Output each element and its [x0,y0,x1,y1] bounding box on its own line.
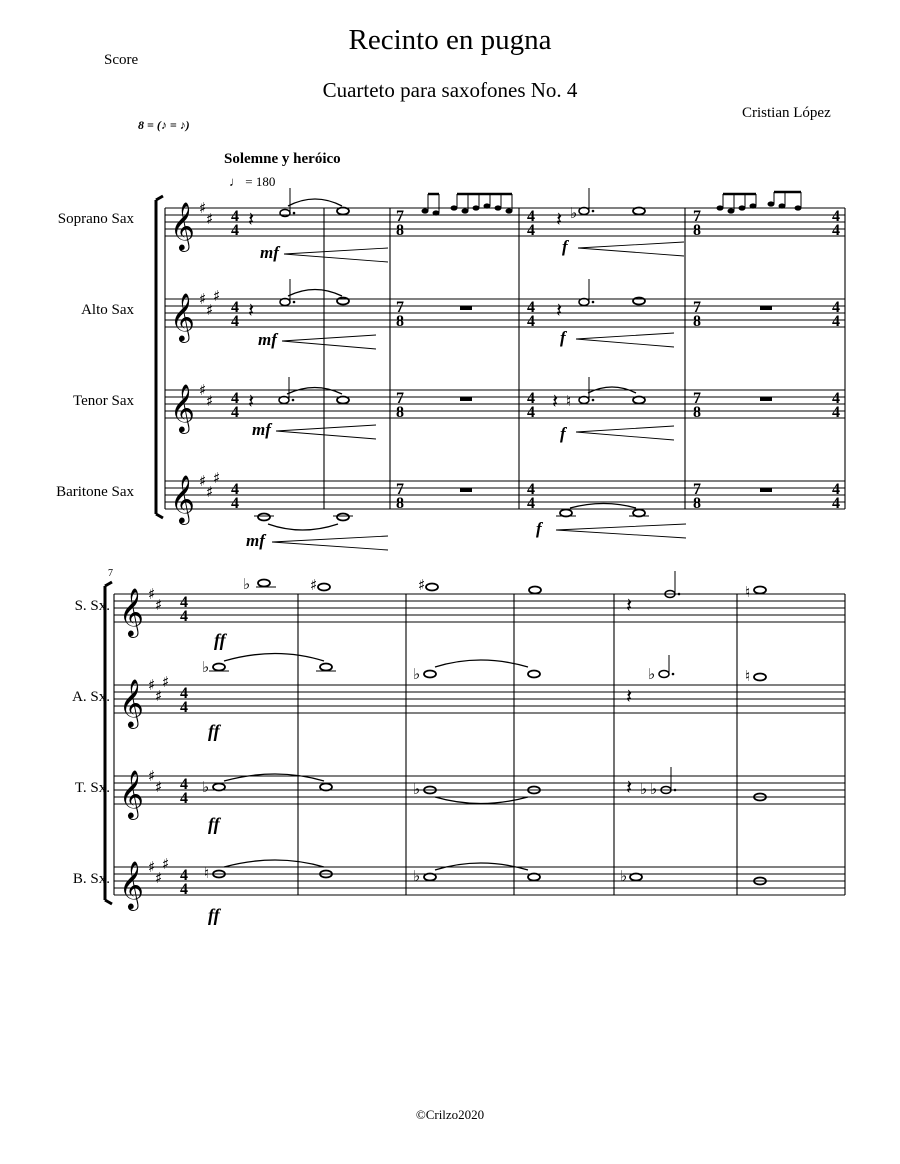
quarter-rest-icon: 𝄽 [626,684,633,708]
staff-tenor-1 [165,390,845,418]
key-signature-alto [199,287,220,319]
time-signatures-system-1 [231,208,840,512]
time-signature-numeral: 4 [832,313,840,330]
dynamic-marking: mf [252,420,271,439]
dynamic-marking: f [536,519,542,538]
flat-icon: ♭ [640,780,648,798]
instrument-abbrev-alto: A. Sx. [72,689,110,705]
time-signature-numeral: 4 [832,495,840,512]
time-signature-numeral: 7 [396,299,404,316]
natural-icon: ♮ [745,667,751,685]
sharp-icon: ♯ [148,858,156,876]
flat-icon: ♭ [202,658,210,676]
whole-note [320,664,332,671]
flat-icon: ♭ [650,780,658,798]
natural-icon: ♮ [745,583,751,601]
time-signature-numeral: 4 [832,404,840,421]
instrument-abbrev-baritone: B. Sx. [72,871,110,887]
notes-soprano-2 [214,571,766,650]
whole-note [754,674,766,681]
whole-rest [460,397,472,401]
tempo-text: Solemne y heróico [224,151,341,167]
key-signature-tenor [199,381,213,410]
sharp-icon: ♯ [199,290,207,308]
dynamic-marking: ff [208,721,220,741]
notes-tenor-2 [202,767,766,834]
sharp-icon: ♯ [199,199,207,217]
dynamic-marking: ff [214,630,226,650]
staff-soprano-1 [165,208,845,236]
time-signature-numeral: 4 [527,222,535,239]
whole-note [426,584,438,591]
time-signature-numeral: 7 [693,299,701,316]
time-signature-numeral: 4 [180,790,188,807]
whole-note [528,671,540,678]
instrument-label-alto: Alto Sax [81,302,134,318]
composer-name: Cristian López [742,105,831,121]
dynamic-marking: ff [208,814,220,834]
time-signature-numeral: 8 [693,404,701,421]
dynamic-marking: ff [208,905,220,925]
sharp-icon: ♯ [310,576,318,594]
time-signature-numeral: 4 [527,404,535,421]
whole-note [337,208,349,215]
flat-icon: ♭ [413,867,421,885]
time-signature-numeral: 4 [527,390,535,407]
sharp-icon: ♯ [206,483,214,501]
natural-icon: ♮ [204,864,210,882]
half-note [279,397,289,404]
dynamic-marking: f [560,424,566,443]
natural-icon: ♮ [566,392,572,410]
quarter-rest-icon: 𝄽 [248,389,255,413]
staff-baritone-1 [165,481,845,509]
time-signature-numeral: 4 [527,481,535,498]
time-signature-numeral: 4 [527,495,535,512]
piece-subtitle: Cuarteto para saxofones No. 4 [322,78,578,102]
flat-icon: ♭ [648,665,656,683]
key-signature-tenor [148,767,162,796]
time-signature-numeral: 7 [693,208,701,225]
instrument-label-soprano: Soprano Sax [57,211,134,227]
time-signature-numeral: 7 [693,390,701,407]
flat-icon: ♭ [413,780,421,798]
time-signature-numeral: 4 [527,299,535,316]
time-signature-numeral: 7 [693,481,701,498]
treble-clef-icon: 𝄞 [119,860,144,909]
quarter-rest-icon: 𝄽 [556,298,563,322]
time-signature-numeral: 4 [231,313,239,330]
system-1 [156,188,845,550]
time-signature-numeral: 8 [396,313,404,330]
sharp-icon: ♯ [162,673,170,691]
whole-rest [760,397,772,401]
sharp-icon: ♯ [213,469,221,487]
whole-note [633,510,645,517]
time-signature-numeral: 4 [180,699,188,716]
quarter-rest-icon: 𝄽 [626,593,633,617]
instrument-label-baritone: Baritone Sax [56,484,134,500]
time-signature-numeral: 4 [231,390,239,407]
time-signature-numeral: 4 [832,208,840,225]
time-signature-numeral: 4 [231,481,239,498]
time-signature-numeral: 4 [832,390,840,407]
sharp-icon: ♯ [148,676,156,694]
whole-note [560,510,572,517]
key-signature-alto [148,673,169,705]
treble-clef-icon: 𝄞 [119,587,144,636]
time-signature-numeral: 4 [180,867,188,884]
whole-note [213,664,225,671]
whole-rest [760,306,772,310]
dynamic-marking: mf [260,243,279,262]
time-signature-numeral: 4 [180,776,188,793]
whole-rest [760,488,772,492]
dynamic-marking: f [560,328,566,347]
sharp-icon: ♯ [199,472,207,490]
score-label: Score [104,52,139,68]
sharp-icon: ♯ [155,869,163,887]
dynamic-marking: mf [246,531,265,550]
whole-note [630,874,642,881]
time-signature-numeral: 7 [396,208,404,225]
time-signature-numeral: 7 [396,390,404,407]
measure-number: 7 [108,568,113,579]
sharp-icon: ♯ [418,576,426,594]
whole-note [337,514,349,521]
time-signature-numeral: 4 [231,404,239,421]
whole-note [424,671,436,678]
whole-note [754,587,766,594]
whole-note [337,397,349,404]
sharp-icon: ♯ [206,301,214,319]
sharp-icon: ♯ [206,392,214,410]
instrument-label-tenor: Tenor Sax [72,393,134,409]
eighth-note-run [717,192,802,214]
treble-clef-icon: 𝄞 [170,201,195,250]
notes-soprano-1 [248,188,802,262]
time-signature-numeral: 8 [396,222,404,239]
treble-clef-icon: 𝄞 [119,769,144,818]
notes-alto-2 [202,654,766,742]
sharp-icon: ♯ [148,585,156,603]
whole-rest [460,306,472,310]
copyright-notice: ©Crilzo2020 [415,1107,485,1122]
key-signature-baritone [148,855,169,887]
quarter-rest-icon: 𝄽 [552,389,559,413]
whole-note [213,784,225,791]
half-note [579,208,589,215]
time-signatures-system-2 [180,594,188,898]
treble-clef-icon: 𝄞 [170,383,195,432]
time-signature-numeral: 4 [832,299,840,316]
sharp-icon: ♯ [199,381,207,399]
time-signature-numeral: 4 [832,222,840,239]
quarter-rest-icon: 𝄽 [248,298,255,322]
time-signature-numeral: 4 [180,608,188,625]
barlines-1 [324,208,845,509]
whole-note [528,874,540,881]
time-signature-numeral: 7 [396,481,404,498]
time-signature-numeral: 8 [693,495,701,512]
treble-clef-icon: 𝄞 [170,292,195,341]
whole-note [318,584,330,591]
system-bracket [105,582,112,904]
time-signature-numeral: 8 [396,404,404,421]
time-signature-numeral: 8 [396,495,404,512]
flat-icon: ♭ [570,204,578,222]
time-signature-numeral: 8 [693,313,701,330]
instrument-abbrev-tenor: T. Sx. [74,780,110,796]
whole-note [424,874,436,881]
dynamic-marking: f [562,237,568,256]
whole-note [258,580,270,587]
whole-note [320,784,332,791]
half-note [579,299,589,306]
time-signature-numeral: 4 [180,594,188,611]
whole-note [258,514,270,521]
sharp-icon: ♯ [155,687,163,705]
metric-modulation: 8 = (♪ = ♪) [138,118,190,132]
key-signature-baritone [199,469,220,501]
sharp-icon: ♯ [155,778,163,796]
treble-clef-icon: 𝄞 [170,474,195,523]
sharp-icon: ♯ [206,210,214,228]
tempo-marking: ♩ = 180 [229,174,276,189]
key-signature-soprano [148,585,162,614]
staff-alto-2 [114,685,845,713]
dynamic-marking: mf [258,330,277,349]
sharp-icon: ♯ [162,855,170,873]
sharp-icon: ♯ [155,596,163,614]
time-signature-numeral: 4 [231,495,239,512]
time-signature-numeral: 4 [231,299,239,316]
flat-icon: ♭ [413,665,421,683]
time-signature-numeral: 4 [180,685,188,702]
time-signature-numeral: 8 [693,222,701,239]
whole-note [529,587,541,594]
flat-icon: ♭ [202,778,210,796]
time-signature-numeral: 4 [527,208,535,225]
whole-note [633,397,645,404]
notes-baritone-2 [204,860,766,925]
time-signature-numeral: 4 [832,481,840,498]
half-note [659,671,669,678]
system-2 [105,568,845,925]
sharp-icon: ♯ [213,287,221,305]
sharp-icon: ♯ [148,767,156,785]
staff-soprano-2 [114,594,845,622]
whole-note [633,208,645,215]
quarter-rest-icon: 𝄽 [248,207,255,231]
half-note [579,397,589,404]
eighth-note-run [422,194,513,216]
half-note [280,299,290,306]
flat-icon: ♭ [243,575,251,593]
piece-title: Recinto en pugna [348,24,552,56]
treble-clef-icon: 𝄞 [119,678,144,727]
time-signature-numeral: 4 [231,208,239,225]
quarter-rest-icon: 𝄽 [626,775,633,799]
key-signature-soprano [199,199,213,228]
whole-rest [460,488,472,492]
barlines-2 [298,594,845,895]
time-signature-numeral: 4 [527,313,535,330]
flat-icon: ♭ [620,867,628,885]
quarter-rest-icon: 𝄽 [556,207,563,231]
time-signature-numeral: 4 [231,222,239,239]
instrument-abbrev-soprano: S. Sx. [74,598,110,614]
system-bracket [156,196,163,518]
staff-alto-1 [165,299,845,327]
time-signature-numeral: 4 [180,881,188,898]
